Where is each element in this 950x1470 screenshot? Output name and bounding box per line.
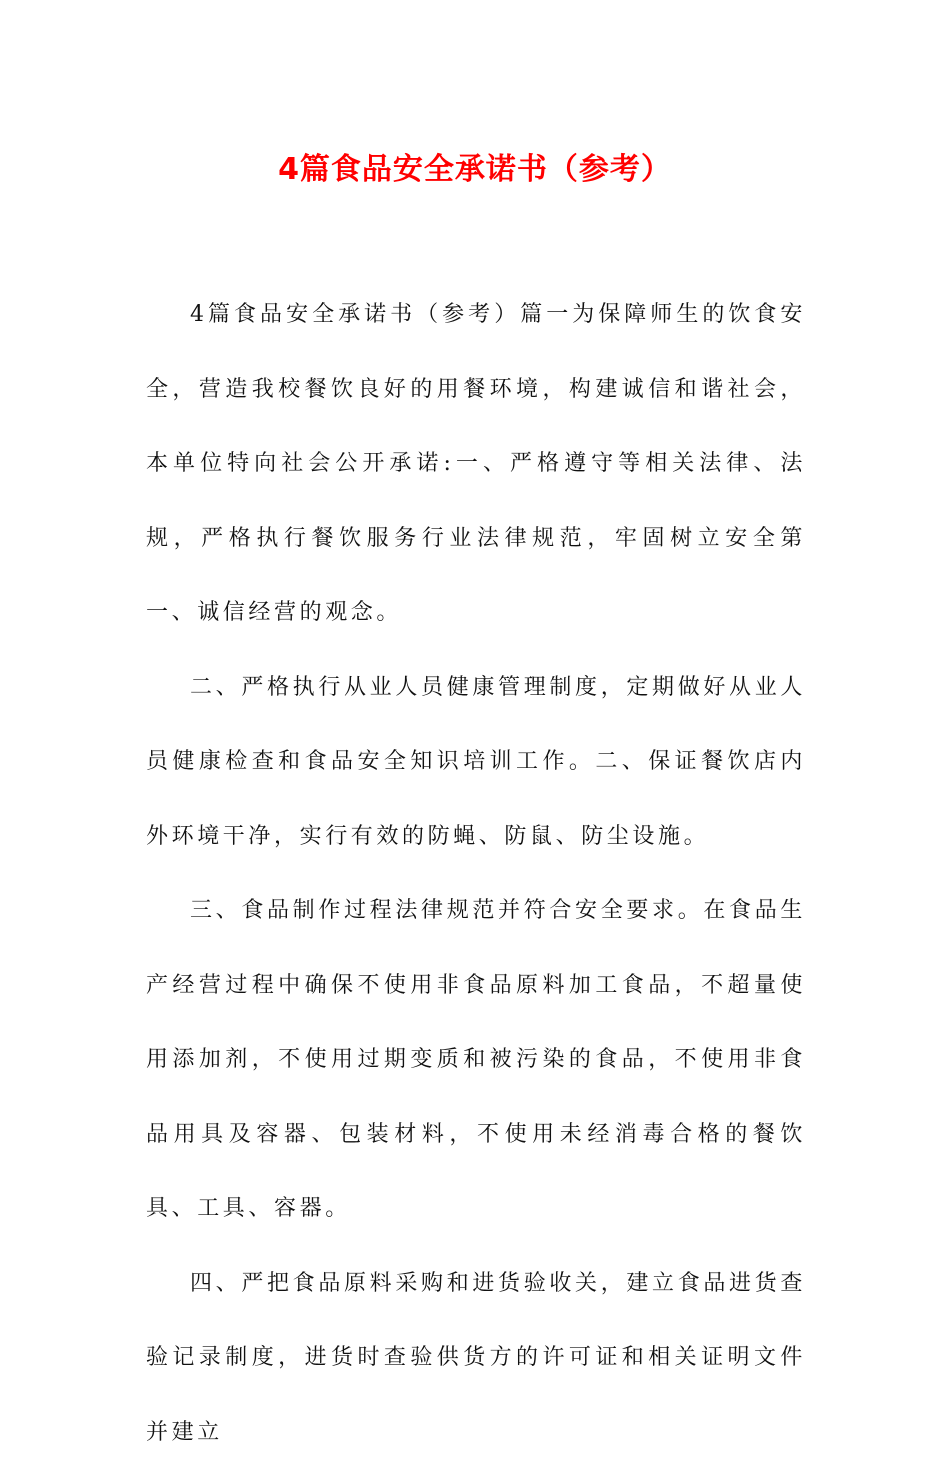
paragraph-1: 4篇食品安全承诺书（参考）篇一为保障师生的饮食安全，营造我校餐饮良好的用餐环境，构建诚信和谐社会，本单位特向社会公开承诺:一、严格遵守等相关法律、法规，严格执行餐饮服务行业法律规范，牢固树立安全第一、诚信经营的观念。 <box>146 278 806 651</box>
paragraph-4: 四、严把食品原料采购和进货验收关，建立食品进货查验记录制度，进货时查验供货方的许可证和相关证明文件并建立 <box>146 1247 806 1470</box>
document-body <box>146 278 806 1470</box>
paragraph-2: 二、严格执行从业人员健康管理制度，定期做好从业人员健康检查和食品安全知识培训工作。二、保证餐饮店内外环境干净，实行有效的防蝇、防鼠、防尘设施。 <box>146 651 806 875</box>
document-title: 4篇食品安全承诺书（参考） <box>0 148 950 192</box>
paragraph-3: 三、食品制作过程法律规范并符合安全要求。在食品生产经营过程中确保不使用非食品原料加工食品，不超量使用添加剂，不使用过期变质和被污染的食品，不使用非食品用具及容器、包装材料，不使用未经消毒合格的餐饮具、工具、容器。 <box>146 874 806 1247</box>
